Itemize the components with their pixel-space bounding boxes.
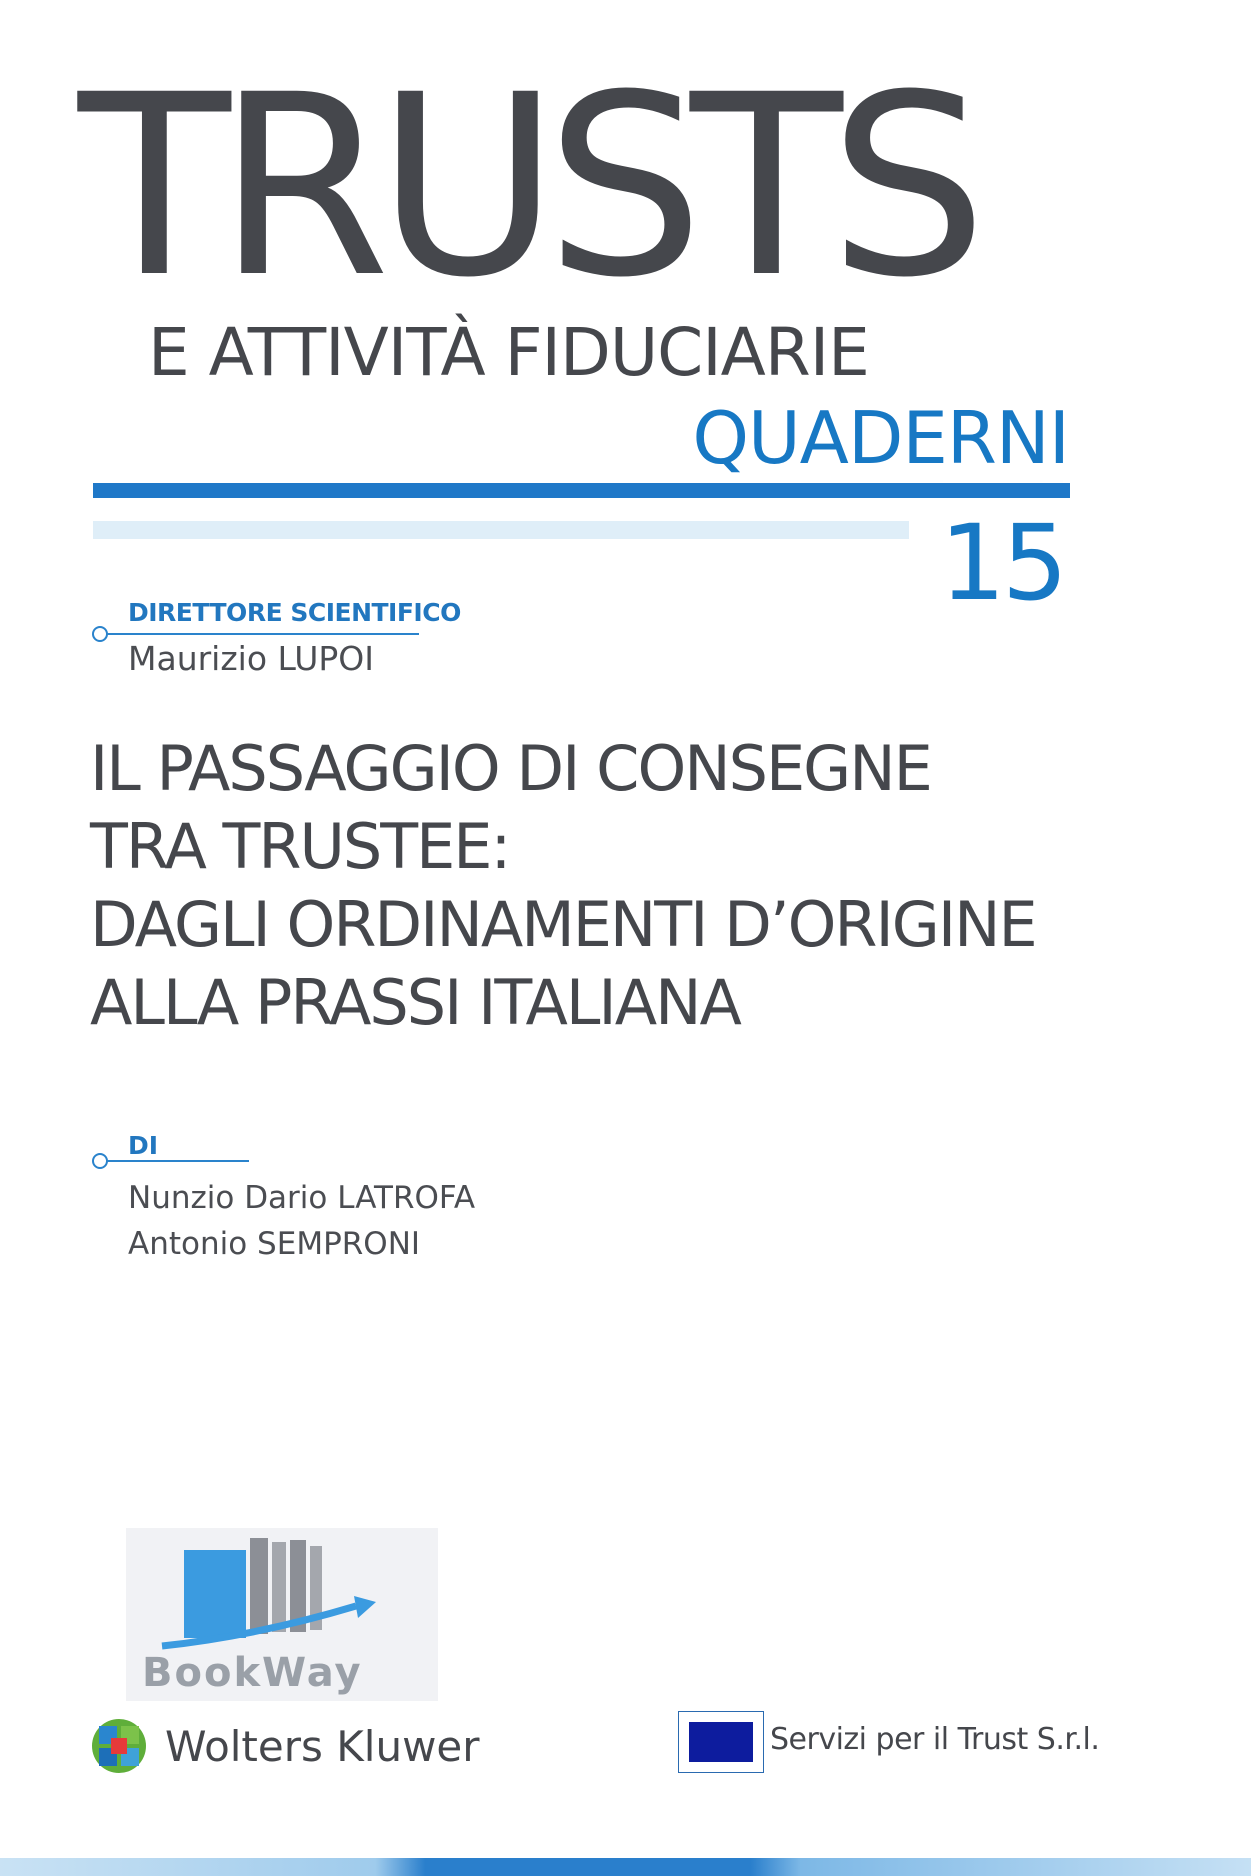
header-divider-light — [93, 521, 909, 539]
bookway-watermark — [126, 1528, 438, 1701]
bottom-color-band — [0, 1858, 1251, 1876]
publisher-name: Wolters Kluwer — [165, 1722, 480, 1771]
sft-logo-square — [689, 1722, 753, 1762]
wolters-kluwer-logo-icon — [91, 1718, 147, 1774]
book-title-line: TRA TRUSTEE: — [90, 810, 510, 883]
authors-label: DI — [128, 1131, 159, 1160]
author-name: Nunzio Dario LATROFA — [128, 1180, 476, 1216]
series-subtitle: E ATTIVITÀ FIDUCIARIE — [148, 314, 869, 391]
header-divider — [93, 483, 1070, 498]
author-name: Antonio SEMPRONI — [128, 1226, 421, 1262]
volume-number: 15 — [939, 502, 1064, 624]
book-title-line: DAGLI ORDINAMENTI D’ORIGINE — [90, 888, 1036, 961]
copublisher-name: Servizi per il Trust S.r.l. — [770, 1722, 1100, 1757]
sft-logo-icon — [678, 1711, 764, 1773]
book-title-line: IL PASSAGGIO DI CONSEGNE — [90, 732, 931, 805]
editor-underline — [106, 633, 419, 635]
series-title: TRUSTS — [78, 41, 974, 332]
book-title — [90, 730, 1090, 1042]
editor-name: Maurizio LUPOI — [128, 639, 375, 678]
collection-label: QUADERNI — [692, 396, 1069, 480]
bookway-logo-text: BookWay — [142, 1650, 363, 1696]
editor-label: DIRETTORE SCIENTIFICO — [128, 598, 461, 627]
bookway-logo-icon — [126, 1528, 438, 1701]
book-title-line: ALLA PRASSI ITALIANA — [90, 966, 740, 1039]
